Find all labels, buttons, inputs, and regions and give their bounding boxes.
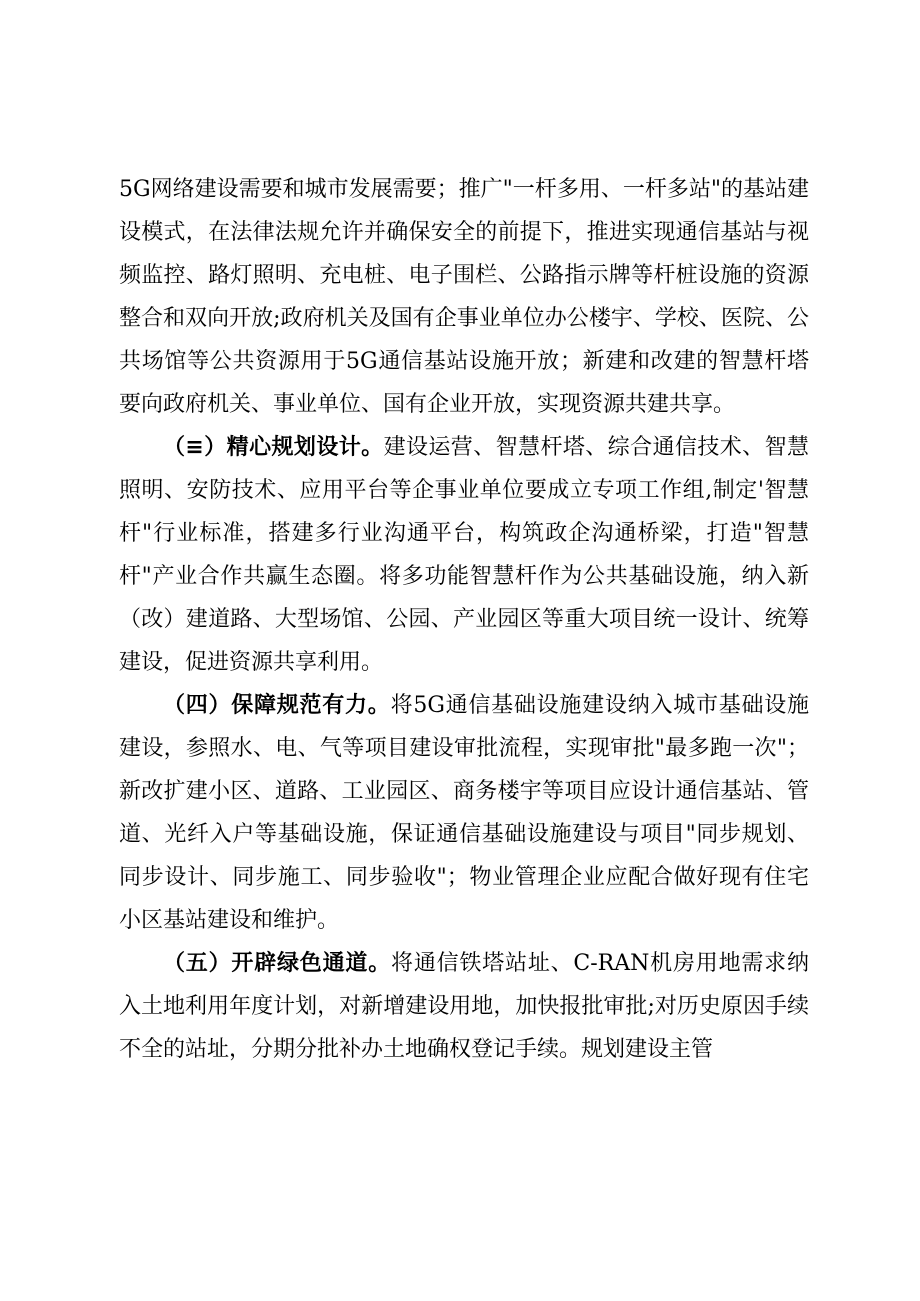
section-heading: （四）保障规范有力。 bbox=[163, 693, 391, 718]
paragraph-text: 5G网络建设需要和城市发展需要；推广"一杆多用、一杆多站"的基站建设模式，在法律法规允许并确保安全的前提下，推进实现通信基站与视频监控、路灯照明、充电桩、电子围栏、公路指示牌等杆桩设施的资源整合和双向开放;政府机关及国有企事业单位办公楼宇、学校、医院、公共场馆等公共资源用于5G通信基站设施开放；新建和改建的智慧杆塔要向政府机关、事业单位、国有企业开放，实现资源共建共享。 bbox=[119, 177, 809, 417]
section-heading: （五）开辟绿色通道。 bbox=[163, 951, 392, 976]
paragraph-text: 将5G通信基础设施建设纳入城市基础设施建设，参照水、电、气等项目建设审批流程，实现审批"最多跑一次"；新改扩建小区、道路、工业园区、商务楼宇等项目应设计通信基站、管道、光纤入户等基础设施，保证通信基础设施建设与项目"同步规划、同步设计、同步施工、同步验收"；物业管理企业应配合做好现有住宅小区基站建设和维护。 bbox=[119, 693, 809, 933]
section-heading: （≡）精心规划设计。 bbox=[163, 435, 384, 460]
paragraph-section-3 bbox=[119, 426, 809, 684]
paragraph-section-5 bbox=[119, 942, 809, 1071]
document-body bbox=[119, 168, 809, 1071]
paragraph-text: 将通信铁塔站址、C-RAN机房用地需求纳入土地利用年度计划，对新增建设用地，加快报批审批;对历史原因手续不全的站址，分期分批补办土地确权登记手续。规划建设主管 bbox=[119, 951, 809, 1062]
paragraph-continuation bbox=[119, 168, 809, 426]
paragraph-text: 建设运营、智慧杆塔、综合通信技术、智慧照明、安防技术、应用平台等企事业单位要成立专项工作组,制定'智慧杆"行业标准，搭建多行业沟通平台，构筑政企沟通桥梁，打造"智慧杆"产业合作共赢生态圈。将多功能智慧杆作为公共基础设施，纳入新（改）建道路、大型场馆、公园、产业园区等重大项目统一设计、统筹建设，促进资源共享利用。 bbox=[119, 435, 809, 675]
paragraph-section-4 bbox=[119, 684, 809, 942]
